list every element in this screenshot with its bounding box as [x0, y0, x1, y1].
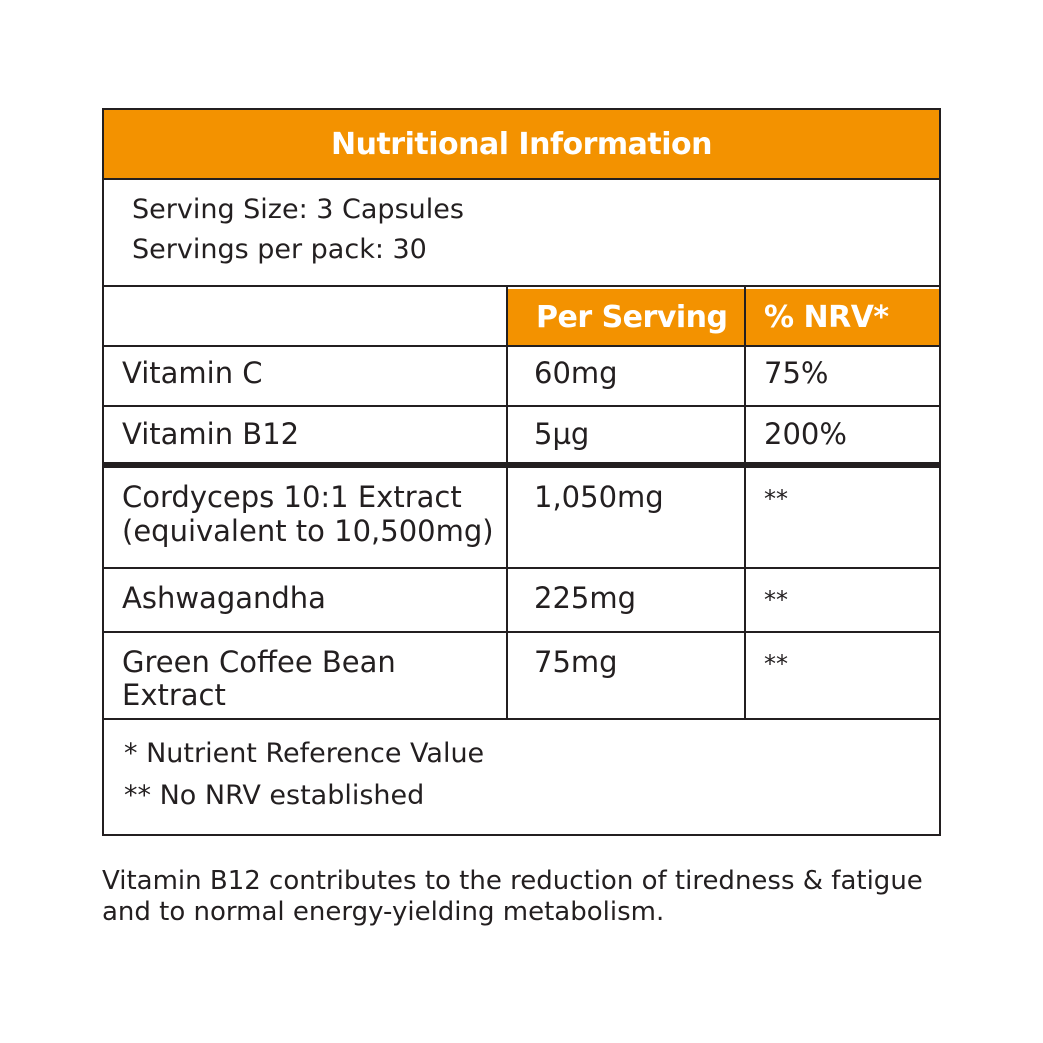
health-claim-caption: [102, 866, 923, 928]
nutrient-amount: 60mg: [534, 356, 618, 390]
nutrient-amount: 75mg: [534, 645, 618, 679]
row-divider: [104, 567, 939, 569]
footnote-no-nrv: ** No NRV established: [124, 780, 425, 811]
row-divider: [104, 718, 939, 720]
nutrient-name-line2: (equivalent to 10,500mg): [122, 514, 494, 548]
nutrient-amount: 5µg: [534, 417, 590, 451]
servings-per-pack: Servings per pack: 30: [132, 234, 427, 265]
serving-size: Serving Size: 3 Capsules: [132, 194, 464, 225]
footnote-nrv-definition: * Nutrient Reference Value: [124, 738, 485, 769]
caption-line-1: Vitamin B12 contributes to the reduction of tiredness & fatigue: [102, 866, 923, 896]
header-nrv: % NRV*: [746, 289, 939, 345]
nutrient-amount: 1,050mg: [534, 480, 664, 514]
nutrient-nrv: **: [764, 586, 788, 614]
nutrition-panel: [102, 108, 941, 836]
panel-title: Nutritional Information: [104, 110, 939, 180]
nutrient-nrv: **: [764, 650, 788, 678]
nutrient-name: Vitamin B12: [122, 417, 300, 451]
nutrient-name: Cordyceps 10:1 Extract: [122, 480, 462, 514]
caption-line-2: and to normal energy-yielding metabolism.: [102, 897, 665, 927]
nutrient-nrv: **: [764, 485, 788, 513]
header-per-serving: Per Serving: [508, 289, 744, 345]
nutrient-name: Green Coffee Bean: [122, 645, 396, 679]
row-divider: [104, 405, 939, 407]
row-divider: [104, 631, 939, 633]
nutrient-name-line2: Extract: [122, 678, 226, 712]
nutrient-name: Vitamin C: [122, 356, 263, 390]
column-divider: [744, 287, 746, 718]
row-divider: [104, 345, 939, 347]
nutrient-amount: 225mg: [534, 581, 637, 615]
column-divider: [506, 287, 508, 718]
nutrient-nrv: 200%: [764, 417, 847, 451]
nutrient-nrv: 75%: [764, 356, 829, 390]
nutrient-name: Ashwagandha: [122, 581, 326, 615]
section-divider-thick: [104, 462, 939, 468]
serving-info: [104, 180, 939, 287]
